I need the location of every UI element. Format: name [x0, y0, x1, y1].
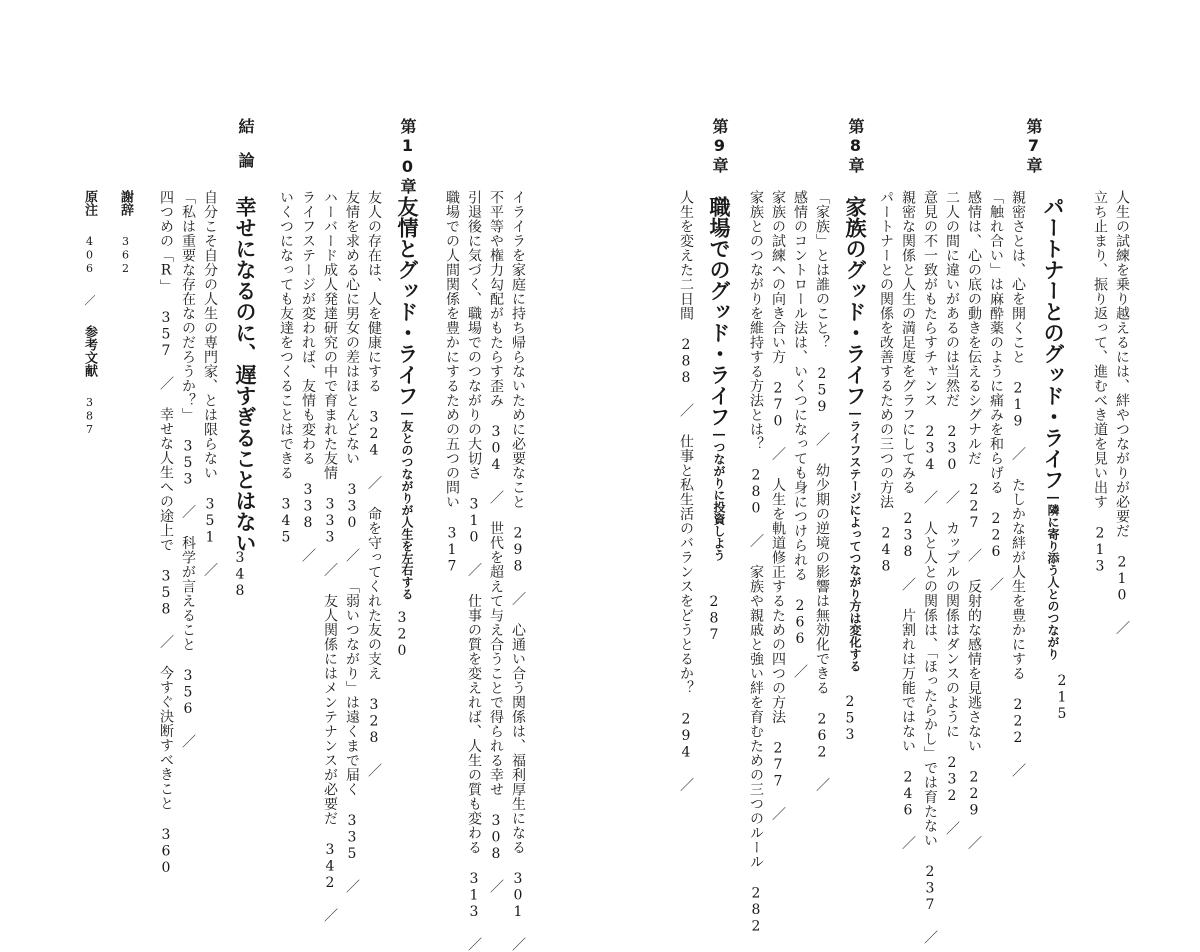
chapter-10-title-page: 320 [394, 610, 410, 660]
notes-references-entry [80, 190, 99, 437]
chapter-10-line-5: いくつになっても友達をつくることはできる 345 [278, 190, 294, 546]
references-label: 参考文献 [82, 325, 97, 377]
chapter-7-line-3: 親密さとは、心を開くこと 219 ／ たしかな絆が人生を豊かにする 222 ／ [1010, 190, 1026, 778]
chapter-8-title: 家族のグッド・ライフ―ライフステージによってつながり方は変化する [843, 196, 867, 672]
conclusion-label: 結論 [236, 118, 255, 186]
chapter-7-title: パートナーとのグッド・ライフ―隣に寄り添う人とのつながり [1041, 196, 1065, 660]
notes-page: 406 [83, 235, 96, 276]
references-page: 387 [83, 396, 96, 437]
chapter-7-line-9: パートナーとの関係を改善するための三つの方法 248 [878, 190, 894, 575]
acknowledgments-entry [116, 190, 135, 276]
chapter-9-title-page: 287 [706, 594, 722, 644]
chapter-7-line-4: 「触れ合い」は麻酔薬のように痛みを和らげる 226 ／ [988, 190, 1004, 592]
separator: ／ [83, 294, 96, 306]
chapter-7-title-page: 215 [1054, 673, 1070, 723]
chapter-8-title-page: 253 [842, 694, 858, 744]
conclusion-line-2: 「私は重要な存在なのだろうか？」 353 ／ 科学が言えること 356 ／ [180, 190, 196, 749]
chapter-7-line-1: 人生の試練を乗り越えるには、絆やつながりが必要だ 210 ／ [1114, 190, 1130, 635]
chapter-9-line-5: 職場での人間関係を豊かにするための五つの問い 317 [444, 190, 460, 575]
conclusion-line-1: 自分こそ自分の人生の専門家、とは限らない 351 ／ [202, 190, 218, 577]
chapter-7-line-5: 感情は、心の底の動きを伝えるシグナルだ 227 ／ 反射的な感情を見逃さない 229 ／ [966, 190, 982, 850]
chapter-7-line-6: 二人の間に違いがあるのは当然だ 230 ／ カップルの関係はダンスのように 232 ／ [944, 190, 960, 836]
chapter-10-line-3: ハーバード成人発達研究の中で育まれた友情 333 ／ 友人関係にはメンテナンスが必要だ 342 ／ [322, 190, 338, 923]
chapter-10-title: 友情とグッド・ライフ―友とのつながりが人生を左右する [395, 196, 419, 600]
chapter-9-line-4: 引退後に気づく、職場でのつながりの大切さ 310 ／ 仕事の質を変えれば、人生の質も変わる 313 ／ [466, 190, 482, 952]
chapter-9-line-3: 不平等や権力勾配がもたらす歪み 304 ／ 世代を超えて与え合うことで得られる幸せ 308 ／ [488, 190, 504, 894]
chapter-10-line-2: 友情を求める心に男女の差はほとんどない 330 ／ 「弱いつながり」は遠くまで届く 335 ／ [344, 190, 360, 894]
chapter-7-line-8: 親密な関係と人生の満足度をグラフにしてみる 238 ／ 片割れは万能ではない 246 ／ [900, 190, 916, 850]
chapter-7-line-7: 意見の不一致がもたらすチャンス 234 ／ 人と人との関係は、「ほったらかし」では育たない 237 ／ [922, 190, 938, 945]
chapter-9-label: 第9章 [710, 118, 729, 175]
chapter-8-label: 第8章 [846, 118, 865, 175]
conclusion-line-3: 四つめの「R」 357 ／ 幸せな人生への途上で 358 ／ 今すぐ決断すべきこと 360 [158, 190, 174, 877]
chapter-7-line-2: 立ち止まり、振り返って、進むべき道を見い出す 213 [1092, 190, 1108, 575]
chapter-7-label: 第7章 [1024, 118, 1043, 175]
chapter-8-line-3: 家族の試練への向き合い方 270 ／ 人生を軌道修正するための四つの方法 277 ／ [770, 190, 786, 821]
chapter-9-title: 職場でのグッド・ライフ―つながりに投資しよう [707, 196, 731, 561]
acknowledgments-label: 謝辞 [118, 190, 133, 216]
chapter-8-line-2: 感情のコントロール法は、いくつになっても身につけられる 266 ／ [792, 190, 808, 679]
chapter-9-line-1: 人生を変えた二日間 288 ／ 仕事と私生活のバランスをどうとるか？ 294 ／ [678, 190, 694, 792]
chapter-10-label: 第10章 [398, 118, 417, 196]
chapter-10-line-4: ライフステージが変われば、友情も変わる 338 ／ [300, 190, 316, 563]
chapter-8-line-4: 家族とのつながりを維持する方法とは？ 280 ／ 家族や親戚と強い絆を育むための三つのルール 282 [748, 190, 764, 935]
chapter-8-line-1: 「家族」とは誰のこと？ 259 ／ 幼少期の逆境の影響は無効化できる 262 ／ [814, 190, 830, 792]
conclusion-title: 幸せになるのに、遅すぎることはない [233, 196, 257, 553]
chapter-10-line-1: 友人の存在は、人を健康にする 324 ／ 命を守ってくれた友の支え 328 ／ [366, 190, 382, 778]
notes-label: 原注 [82, 190, 97, 216]
chapter-9-line-2: イライラを家庭に持ち帰らないために必要なこと 298 ／ 心通い合う関係は、福利厚生になる 301 ／ [510, 190, 526, 952]
acknowledgments-page: 362 [119, 235, 132, 276]
conclusion-title-page: 348 [232, 550, 248, 600]
